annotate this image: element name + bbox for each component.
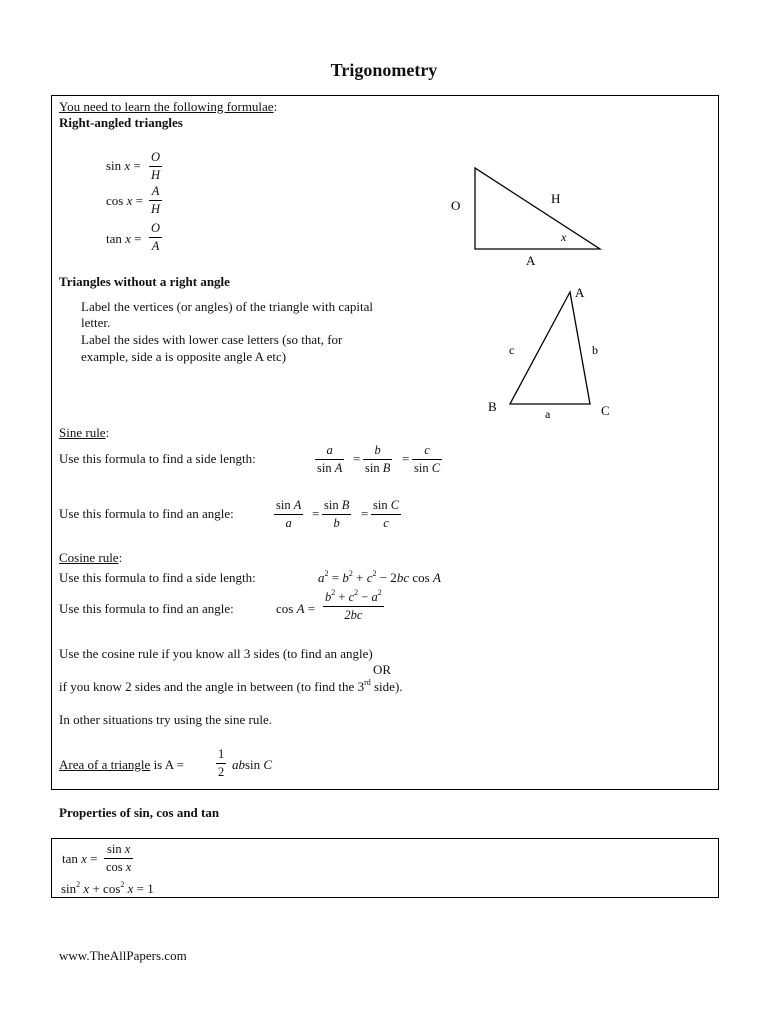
sin-var: x bbox=[124, 158, 131, 173]
identity-exp: 2 bbox=[76, 880, 81, 889]
num-var: B bbox=[341, 498, 350, 512]
sine-side-frac-a bbox=[315, 443, 344, 475]
fraction-bar bbox=[315, 459, 344, 460]
tan-fn: tan bbox=[62, 851, 78, 866]
den-fn: cos bbox=[106, 860, 123, 874]
right-angled-heading: Right-angled triangles bbox=[59, 115, 183, 130]
frac-denominator bbox=[363, 461, 392, 475]
sine-rule-colon: : bbox=[105, 425, 110, 440]
cos-fn: cos bbox=[106, 193, 124, 208]
area-ab: ab bbox=[232, 757, 245, 772]
sin-eq: = bbox=[133, 158, 141, 173]
tan-eq: = bbox=[90, 851, 98, 866]
identity-sin: sin bbox=[61, 881, 77, 896]
cosine-rule-angle-text: Use this formula to find an angle: bbox=[59, 601, 234, 616]
frac-numerator bbox=[274, 498, 303, 512]
area-fraction bbox=[216, 747, 226, 779]
den-var: x bbox=[125, 860, 132, 874]
sin-denominator: H bbox=[151, 168, 161, 182]
side-a-label: a bbox=[545, 407, 551, 421]
identity-rhs: = 1 bbox=[136, 881, 154, 896]
fraction-bar bbox=[322, 514, 351, 515]
den-fn: sin bbox=[414, 461, 429, 475]
area-is: is A = bbox=[150, 757, 185, 772]
sine-rule-angle-text: Use this formula to find an angle: bbox=[59, 506, 234, 521]
den-fn: sin bbox=[365, 461, 380, 475]
area-denominator: 2 bbox=[218, 765, 225, 779]
sine-side-frac-c bbox=[412, 443, 442, 475]
identity-cos: cos bbox=[103, 881, 121, 896]
cos-fn: cos bbox=[276, 601, 294, 616]
cosine-rule-heading: Cosine rule bbox=[59, 550, 119, 565]
sine-angle-frac-b bbox=[322, 498, 351, 530]
fraction-bar bbox=[363, 459, 392, 460]
den-var: A bbox=[334, 461, 343, 475]
num-fn: sin bbox=[276, 498, 291, 512]
tan-formula-lhs bbox=[106, 231, 142, 247]
identity-var: x bbox=[83, 881, 90, 896]
num-var: C bbox=[390, 498, 400, 512]
sine-angle-eq-1: = bbox=[312, 506, 320, 521]
cosine-numerator: $b^2 + c^2 - a^2$ bbox=[325, 588, 382, 604]
tan-identity-denominator bbox=[104, 860, 133, 874]
tan-fraction bbox=[149, 221, 162, 253]
frac-numerator bbox=[371, 498, 401, 512]
sin-formula-lhs bbox=[106, 158, 141, 174]
cosine-angle-fraction bbox=[323, 590, 384, 622]
tan-identity-lhs bbox=[62, 851, 98, 867]
fraction-bar bbox=[149, 237, 162, 238]
cosine-side-formula: $a^2 = b^2 + c^2 - 2bc$ cos A bbox=[318, 569, 441, 585]
label-hypotenuse: H bbox=[551, 191, 561, 206]
frac-denominator bbox=[412, 461, 442, 475]
tan-numerator: O bbox=[151, 221, 161, 235]
cosine-denominator: 2bc bbox=[344, 608, 363, 622]
intro-text: You need to learn the following formulae bbox=[59, 99, 274, 114]
frac-denominator bbox=[315, 461, 344, 475]
area-expression bbox=[232, 757, 272, 773]
tan-identity-fraction bbox=[104, 842, 133, 874]
area-var: C bbox=[263, 757, 273, 772]
vertex-a-label: A bbox=[575, 285, 585, 300]
tan-eq: = bbox=[134, 231, 142, 246]
frac-denominator: c bbox=[383, 516, 389, 530]
sine-angle-frac-c bbox=[371, 498, 401, 530]
identity-plus: + bbox=[92, 881, 100, 896]
non-right-text-3: Label the sides with lower case letters (so that, for bbox=[81, 332, 343, 347]
frac-numerator: b bbox=[374, 443, 381, 457]
sin-fraction bbox=[149, 150, 162, 182]
area-line bbox=[59, 757, 184, 773]
den-var: B bbox=[382, 461, 391, 475]
identity-var: x bbox=[127, 881, 134, 896]
vertex-c-label: C bbox=[601, 403, 610, 418]
sine-rule-heading-line bbox=[59, 425, 109, 441]
cos-numerator: A bbox=[151, 184, 160, 198]
usage-line-2-end: side). bbox=[370, 679, 403, 694]
frac-denominator: a bbox=[285, 516, 292, 530]
side-c-label: c bbox=[509, 343, 515, 357]
fraction-bar bbox=[371, 514, 401, 515]
cos-eq: = bbox=[135, 193, 143, 208]
cos-denominator: H bbox=[151, 202, 161, 216]
tan-var: x bbox=[125, 231, 131, 246]
fraction-bar bbox=[149, 166, 162, 167]
usage-line-1: Use the cosine rule if you know all 3 sides (to find an angle) bbox=[59, 646, 373, 661]
cos-var: x bbox=[126, 193, 133, 208]
area-numerator: 1 bbox=[218, 747, 225, 761]
usage-or: OR bbox=[373, 662, 392, 677]
usage-line-2-sup: rd bbox=[364, 678, 371, 687]
den-fn: sin bbox=[317, 461, 332, 475]
cosine-rule-colon: : bbox=[118, 550, 123, 565]
non-right-text-1: Label the vertices (or angles) of the triangle with capital bbox=[81, 299, 374, 314]
usage-line-3: In other situations try using the sine rule. bbox=[59, 712, 273, 727]
general-triangle-shape bbox=[510, 292, 590, 404]
num-var: x bbox=[124, 842, 131, 856]
cos-eq: = bbox=[307, 601, 316, 616]
num-fn: sin bbox=[373, 498, 388, 512]
tan-denominator: A bbox=[151, 239, 160, 253]
sine-rule-heading: Sine rule bbox=[59, 425, 106, 440]
sine-eq-2: = bbox=[402, 451, 410, 466]
sine-side-frac-b bbox=[363, 443, 392, 475]
label-opposite: O bbox=[451, 198, 461, 213]
cosine-rule-side-text: Use this formula to find a side length: bbox=[59, 570, 256, 585]
non-right-text-4: example, side a is opposite angle A etc) bbox=[81, 349, 287, 364]
page-title: Trigonometry bbox=[330, 60, 438, 80]
non-right-heading: Triangles without a right angle bbox=[59, 274, 230, 289]
tan-var: x bbox=[81, 851, 87, 866]
pythagorean-identity bbox=[61, 881, 154, 897]
tan-identity-numerator bbox=[104, 842, 133, 856]
right-triangle-diagram bbox=[440, 160, 620, 270]
vertex-b-label: B bbox=[488, 399, 497, 414]
area-label: Area of a triangle bbox=[59, 757, 151, 772]
fraction-bar bbox=[104, 858, 133, 859]
sine-angle-frac-a bbox=[274, 498, 303, 530]
sin-fn: sin bbox=[106, 158, 122, 173]
sin-numerator: O bbox=[151, 150, 161, 164]
fraction-bar bbox=[149, 200, 162, 201]
intro-colon: : bbox=[273, 99, 278, 114]
fraction-bar bbox=[412, 459, 442, 460]
cos-formula-lhs bbox=[106, 193, 143, 209]
cos-fraction bbox=[149, 184, 162, 216]
frac-numerator: c bbox=[424, 443, 430, 457]
label-angle-x: x bbox=[561, 230, 567, 244]
properties-heading: Properties of sin, cos and tan bbox=[59, 805, 220, 820]
cosine-angle-lhs bbox=[276, 601, 315, 617]
sine-eq-1: = bbox=[353, 451, 361, 466]
cosine-rule-heading-line bbox=[59, 550, 122, 566]
frac-numerator bbox=[322, 498, 351, 512]
frac-denominator: b bbox=[333, 516, 340, 530]
sine-rule-side-text: Use this formula to find a side length: bbox=[59, 451, 256, 466]
intro-line bbox=[59, 99, 277, 115]
fraction-bar bbox=[274, 514, 303, 515]
sine-angle-eq-2: = bbox=[361, 506, 369, 521]
label-adjacent: A bbox=[526, 253, 536, 268]
num-var: A bbox=[293, 498, 302, 512]
area-fn: sin bbox=[245, 757, 261, 772]
footer-url[interactable]: www.TheAllPapers.com bbox=[59, 948, 187, 963]
tan-fn: tan bbox=[106, 231, 122, 246]
usage-line-2-text: if you know 2 sides and the angle in between (to find the 3 bbox=[59, 679, 365, 694]
frac-numerator: a bbox=[326, 443, 333, 457]
fraction-bar bbox=[216, 763, 226, 764]
general-triangle-diagram bbox=[480, 280, 620, 425]
non-right-text-2: letter. bbox=[81, 315, 111, 330]
den-var: C bbox=[431, 461, 441, 475]
side-b-label: b bbox=[592, 343, 598, 357]
usage-line-2 bbox=[59, 679, 403, 695]
cos-var: A bbox=[296, 601, 305, 616]
identity-exp: 2 bbox=[120, 880, 125, 889]
num-fn: sin bbox=[324, 498, 339, 512]
fraction-bar bbox=[323, 606, 384, 607]
num-fn: sin bbox=[107, 842, 122, 856]
right-triangle-shape bbox=[475, 168, 600, 249]
